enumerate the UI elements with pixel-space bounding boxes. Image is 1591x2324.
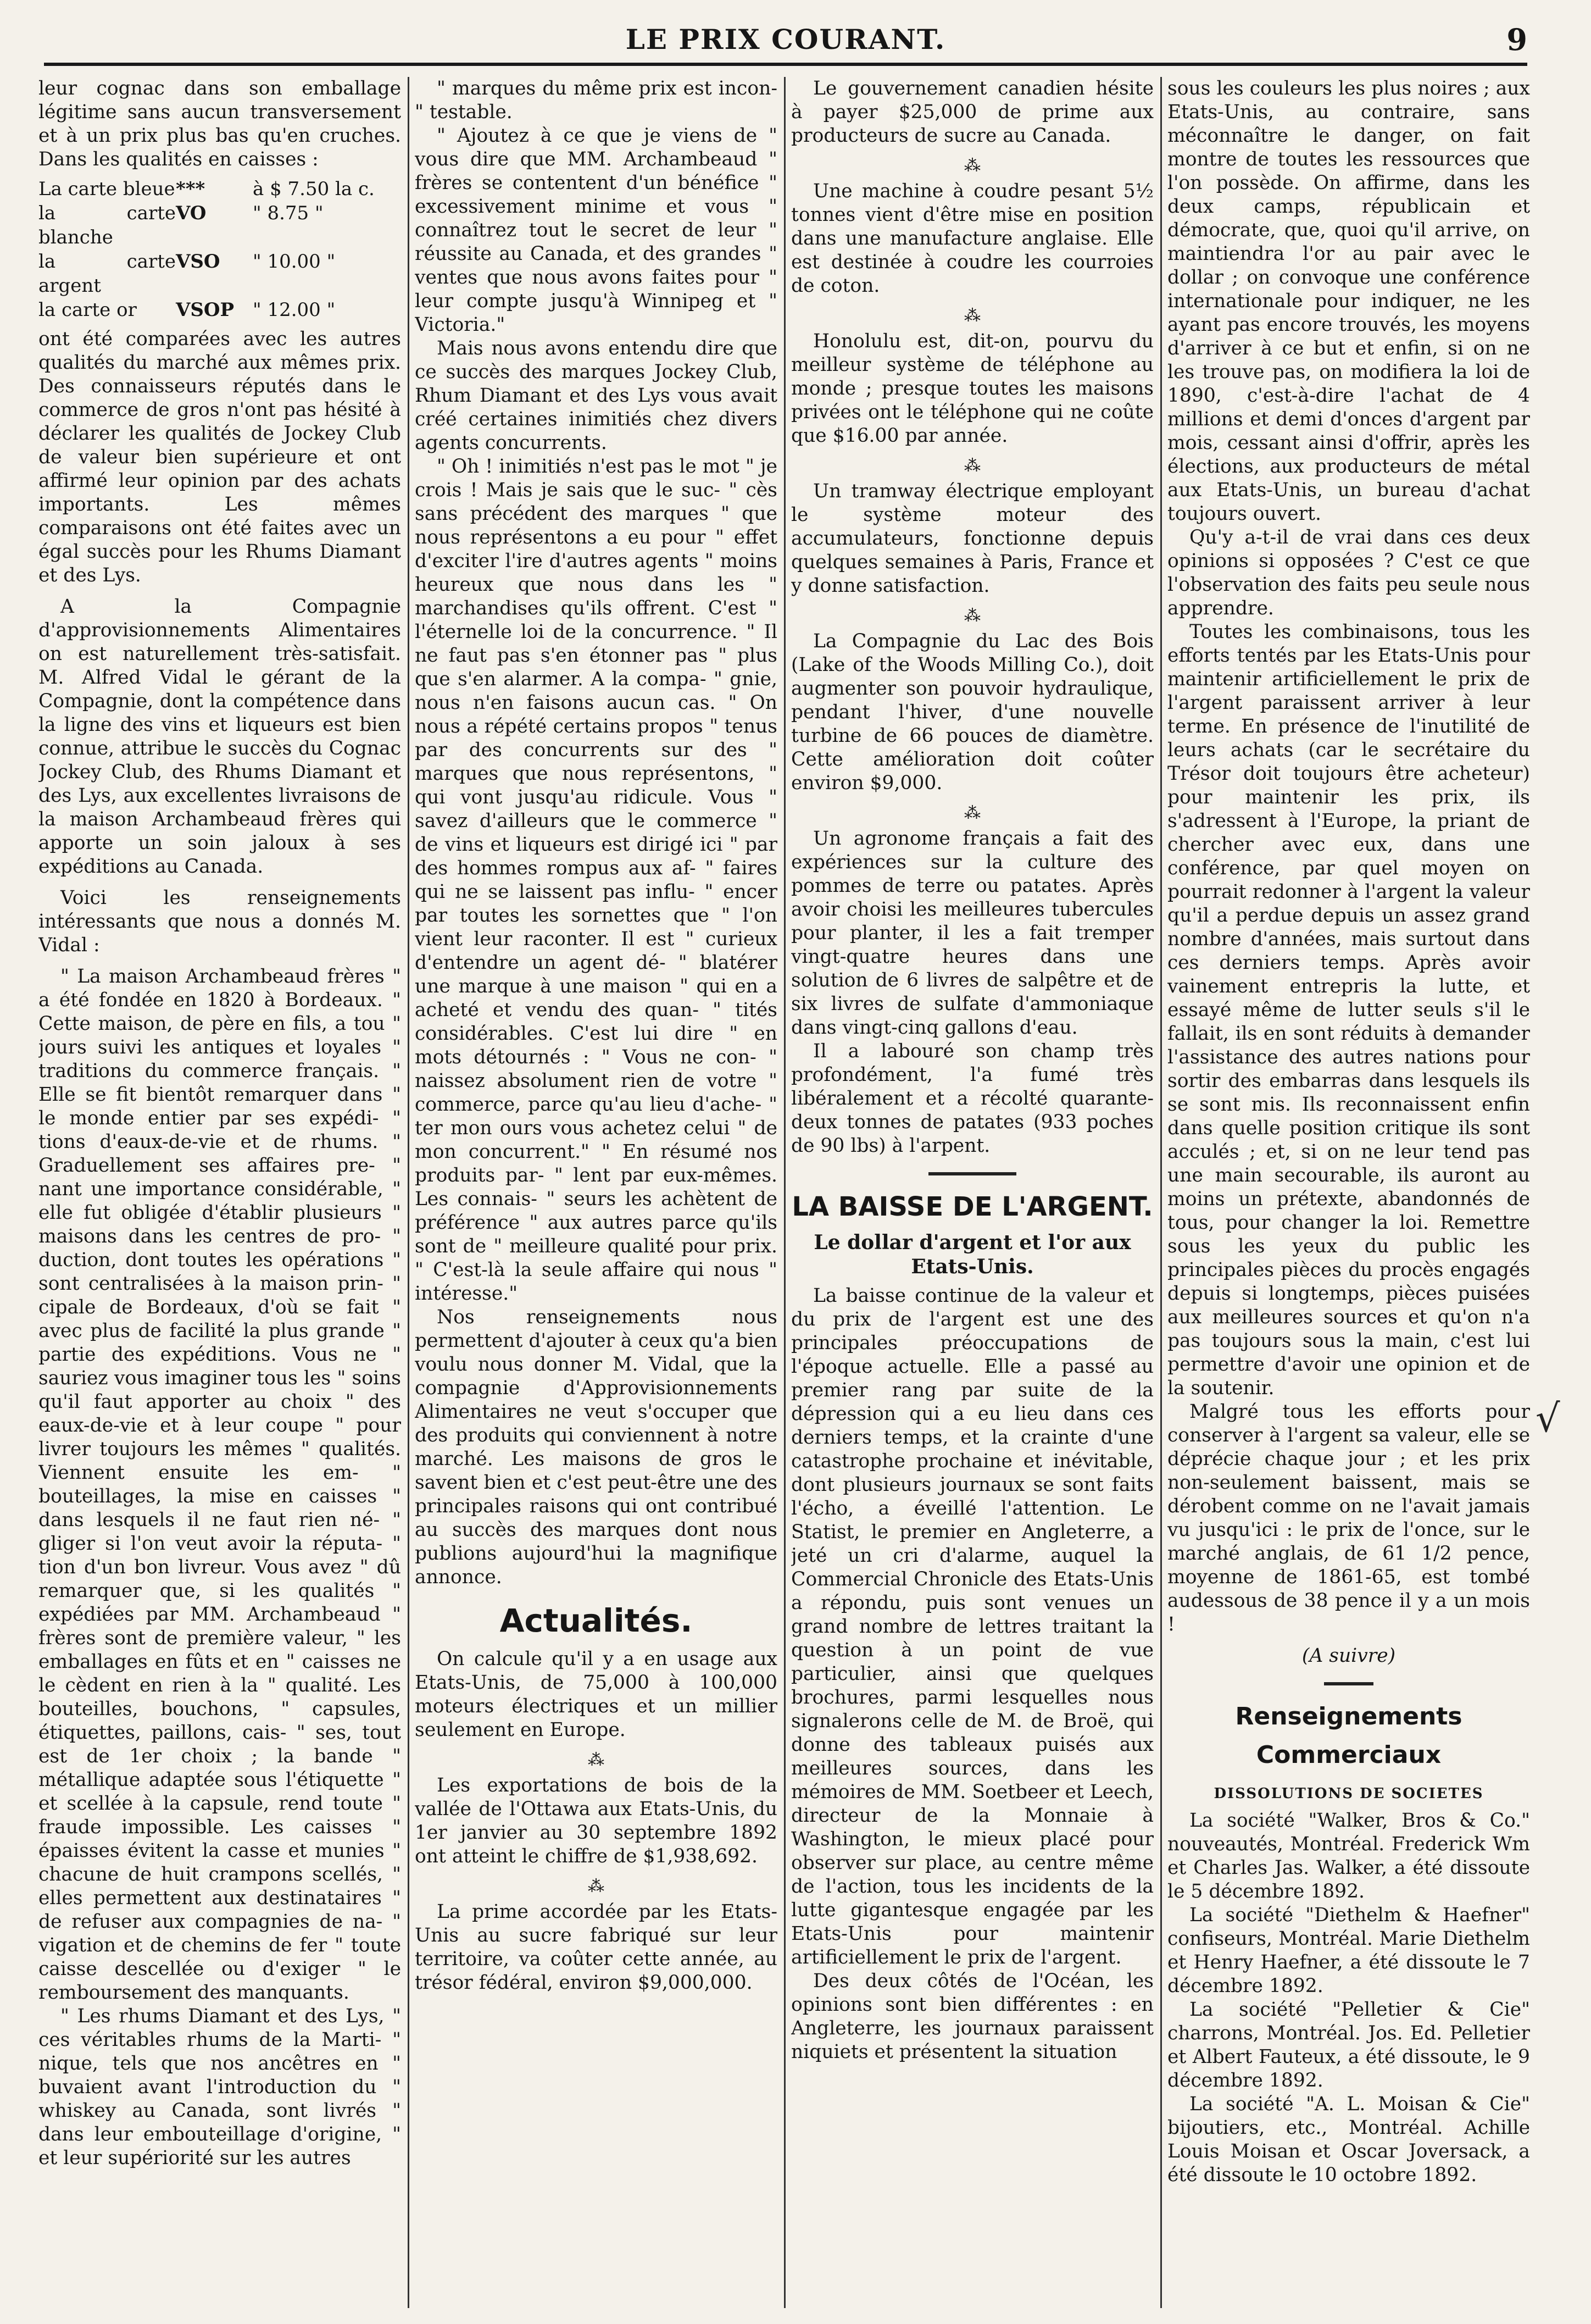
paragraph: On calcule qu'il y a en usage aux Etats-Unis, de 75,000 à 100,000 moteurs électriques et un millier seulement en Europe.: [415, 1648, 777, 1741]
price-row: [38, 177, 401, 201]
paragraph: " Ajoutez à ce que je viens de " vous dire que MM. Archambeaud " frères se contentent d'un bénéfice " excessivement minime et vous " connaîtrez tout le secret de leur " réussite au Canada, et des grandes " ventes que nous avons faites pour " leur compte jusqu'à Winnipeg et " Victoria.": [415, 125, 777, 336]
price-value: " 10.00 ": [253, 251, 336, 273]
paragraph: Toutes les combinaisons, tous les efforts tentés par les Etats-Unis pour maintenir artificiellement le prix de l'argent paraissent arriver à leur terme. En présence de l'inutilité de leurs achats (car le secrétaire du Trésor doit toujours être acheteur) pour maintenir les prix, ils s'adressent à l'Europe, la priant de chercher avec eux, dans une conférence, par quel moyen on pourrait redonner à l'argent la valeur qu'il a perdue depuis un assez grand nombre d'années, mais surtout dans ces derniers temps. Après avoir vainement entrepris la lutte, et essayé même de lutter seuls s'il le fallait, ils en sont réduits à demander l'assistance des autres nations pour sortir des embarras dans lesquels ils se sont mis. Ils reconnaissent enfin dans quelle position critique ils sont acculés ; et, si on ne leur tend pas une main secourable, ils auront au moins un prétexte, abandonnés de tous, pour changer la loi. Remettre sous les yeux du public les principales pièces du procès engagés depuis si longtemps, pièces puisées aux meilleures sources et qu'on n'a pas toujours sous la main, c'est lui permettre d'avoir une opinion et de la soutenir.: [1167, 621, 1530, 1399]
price-name: La carte bleue: [38, 178, 175, 200]
paragraph: Les exportations de bois de la vallée de l'Ottawa aux Etats-Unis, du 1er janvier au 30 septembre 1892 ont atteint le chiffre de $1,938,692.: [415, 1774, 777, 1867]
paragraph: A la Compagnie d'approvisionnements Alimentaires on est naturellement très-satisfait. M. Alfred Vidal le gérant de la Compagnie, dont la compétence dans la ligne des vins et liqueurs est bien connue, attribue le succès du Cognac Jockey Club, des Rhums Diamant et des Lys, aux excellentes livraisons de la maison Archambeaud frères qui apporte un soin jaloux à ses expéditions au Canada.: [38, 596, 401, 878]
column-3: [791, 77, 1154, 2314]
price-value: " 8.75 ": [253, 202, 324, 224]
price-name: la carte or: [38, 299, 137, 321]
column-rule: [408, 77, 409, 2308]
asterism: ⁂: [964, 803, 981, 823]
paragraph: La société "Walker, Bros & Co." nouveautés, Montréal. Frederick Wm et Charles Jas. Walker, a été dissoute le 5 décembre 1892.: [1167, 1810, 1530, 1903]
price-value: à $ 7.50 la c.: [253, 178, 375, 200]
paragraph: Une machine à coudre pesant 5½ tonnes vient d'être mise en position dans une manufacture anglaise. Elle est destinée à coudre les courroies de coton.: [791, 180, 1154, 297]
paragraph: La société "A. L. Moisan & Cie" bijoutiers, etc., Montréal. Achille Louis Moisan et Oscar Joversack, a été dissoute le 10 octobre 1892.: [1167, 2093, 1530, 2186]
price-name: la carte argent: [38, 251, 176, 297]
price-row: [38, 201, 401, 249]
section-title-renseignements: Renseignements Commerciaux: [1235, 1702, 1462, 1769]
page-header: [44, 13, 1527, 66]
paragraph: Il a labouré son champ très profondément, l'a fumé très libéralement et a récolté quarante-deux tonnes de patates (933 poches de 90 lbs) à l'arpent.: [791, 1040, 1154, 1157]
paragraph: Mais nous avons entendu dire que ce succès des marques Jockey Club, Rhum Diamant et des Lys vous avait créé certaines inimitiés chez divers agents concurrents.: [415, 337, 777, 454]
section-rule: [1324, 1682, 1373, 1685]
paragraph: La prime accordée par les Etats-Unis au sucre fabriqué sur leur territoire, va coûter cette année, au trésor fédéral, environ $9,000,000.: [415, 1901, 777, 1994]
price-value: " 12.00 ": [253, 299, 336, 321]
price-table: [38, 177, 401, 322]
paragraph: Un agronome français a fait des expériences sur la culture des pommes de terre ou patates. Après avoir choisi les meilleures tubercules pour planter, il les a fait tremper vingt-quatre heures dans une solution de 6 livres de salpêtre et de six livres de sulfate d'ammoniaque dans vingt-cinq gallons d'eau.: [791, 828, 1154, 1039]
paragraph: " Les rhums Diamant et des Lys, " ces véritables rhums de la Marti- " nique, tels que nos ancêtres en " buvaient avant l'introduction du " whiskey au Canada, sont livrés " dans leur embouteillage d'origine, " et leur supériorité sur les autres: [38, 2005, 401, 2169]
paragraph: La baisse continue de la valeur et du prix de l'argent est une des principales préoccupations de l'époque actuelle. Elle a passé au premier rang par suite de la dépression qui a eu lieu dans ces derniers temps, et la crainte d'une catastrophe prochaine et inévitable, dont plusieurs journaux se sont faits l'écho, a éveillé l'attention. Le Statist, le premier en Angleterre, a jeté un cri d'alarme, auquel la Commercial Chronicle des Etats-Unis a répondu, puis sont venues un grand nombre de lettres traitant la question à un point de vue particulier, ainsi que quelques brochures, parmi lesquelles nous signalerons celle de M. de Broë, qui donne des tableaux puisés aux meilleures sources, dans les mémoires de MM. Soetbeer et Leech, directeur de la Monnaie à Washington, le mieux placé pour observer sur place, au centre même de l'action, tous les incidents de la lutte gigantesque engagée par les Etats-Unis pour maintenir artificiellement le prix de l'argent.: [791, 1285, 1154, 1968]
column-rule: [784, 77, 786, 2308]
paragraph: Honolulu est, dit-on, pourvu du meilleur système de téléphone au monde ; presque toutes les maisons privées ont le téléphone qui ne coûte que $16.00 par année.: [791, 330, 1154, 447]
paragraph: leur cognac dans son emballage légitime sans aucun transversement et à un prix plus bas qu'en cruches. Dans les qualités en caisses :: [38, 77, 401, 170]
paragraph: Malgré tous les efforts pour conserver à l'argent sa valeur, elle se déprécie chaque jour ; et les prix non-seulement baissent, mais se dérobent comme on ne l'avait jamais vu jusqu'ici : le prix de l'once, sur le marché anglais, de 61 1/2 pence, moyenne de 1861-65, est tombé audessous de 38 pence il y a un mois !: [1167, 1401, 1530, 1635]
price-name: la carte blanche: [38, 202, 176, 248]
price-row: [38, 298, 401, 322]
paragraph: Des deux côtés de l'Océan, les opinions sont bien différentes : en Angleterre, les journaux paraissent niquiets et présentent la situation: [791, 1970, 1154, 2063]
column-2: [415, 77, 777, 2314]
paragraph: " La maison Archambeaud frères " a été fondée en 1820 à Bordeaux. " Cette maison, de père en fils, a tou " jours suivi les antiques et loyales " traditions du commerce français. " Elle se fit bientôt remarquer dans " le monde entier par ses expédi- " tions d'eaux-de-vie et de rhums. " Graduellement ses affaires pre- " nant une importance considérable, " elle fut obligée d'établir plusieurs " maisons dans les centres de pro- " duction, dont toutes les opérations " sont centralisées à la maison prin- " cipale de Bordeaux, d'où se fait " avec plus de facilité la plus grande " partie des expéditions. Vous ne " sauriez vous imaginer tous les " soins qu'il faut apporter au choix " des eaux-de-vie et à leur coupe " pour livrer toujours les mêmes " qualités. Viennent ensuite les em- " bouteillages, la mise en caisses " dans lesquels il ne faut rien né- " gliger si l'on veut avoir la réputa- " tion d'un bon livreur. Vous avez " dû remarquer que, si les qualités " expédiées par MM. Archambeaud " frères sont de première valeur, " les emballages en fûts et en " caisses ne le cèdent en rien à la " qualité. Les bouteilles, bouchons, " capsules, étiquettes, paillons, cais- " ses, tout est de 1er choix ; la bande " métallique adaptée sous l'étiquette " et scellée à la capsule, rend toute " fraude impossible. Les caisses " épaisses évitent la casse et munies " chacune de huit crampons scellés, " elles permettent aux destinataires " de refuser aux compagnies de na- " vigation et de chemins de fer " toute caisse descellée ou d'exiger " le remboursement des manquants.: [38, 966, 401, 2004]
section-title-actualites: Actualités.: [499, 1602, 693, 1639]
price-mark: VSO: [176, 251, 220, 273]
paragraph: Qu'y a-t-il de vrai dans ces deux opinions si opposées ? C'est ce que l'observation des faits peu seule nous apprendre.: [1167, 526, 1530, 619]
paragraph: Le gouvernement canadien hésite à payer $25,000 de prime aux producteurs de sucre au Canada.: [791, 77, 1154, 147]
asterism: ⁂: [588, 1877, 604, 1896]
price-mark: VSOP: [176, 299, 235, 321]
section-subtitle: DISSOLUTIONS DE SOCIETES: [1214, 1785, 1484, 1802]
column-1: [38, 77, 401, 2314]
paragraph: " marques du même prix est incon- " testable.: [415, 77, 777, 123]
asterism: ⁂: [588, 1750, 604, 1770]
paragraph: Nos renseignements nous permettent d'ajouter à ceux qu'a bien voulu nous donner M. Vidal, que la compagnie d'Approvisionnements Alimentaires ne veut s'occuper que des produits qui conviennent à notre marché. Les maisons de gros le savent bien et c'est peut-être une des principales raisons qui ont contribué au succès des marques dont nous publions aujourd'hui la magnifique annonce.: [415, 1306, 777, 1588]
section-rule: [928, 1172, 1016, 1175]
paragraph: La société "Pelletier & Cie" charrons, Montréal. Jos. Ed. Pelletier et Albert Fauteux, a été dissoute, le 9 décembre 1892.: [1167, 1999, 1530, 2092]
section-subtitle: Le dollar d'argent et l'or aux Etats-Unis.: [814, 1231, 1131, 1278]
paragraph: La Compagnie du Lac des Bois (Lake of the Woods Milling Co.), doit augmenter son pouvoir hydraulique, pendant l'hiver, d'une nouvelle turbine de 66 pouces de diamètre. Cette amélioration doit coûter environ $9,000.: [791, 630, 1154, 794]
column-4: [1167, 77, 1530, 2314]
paragraph: " Oh ! inimitiés n'est pas le mot " je crois ! Mais je sais que le suc- " cès sans précédent des marques " que nous représentons a eu pour " effet d'exciter l'ire d'autres agents " moins heureux que nous dans les " marchandises qu'ils offrent. C'est " l'éternelle loi de la concurrence. " Il ne faut pas s'en étonner pas " plus que s'en alarmer. A la compa- " gnie, nous n'en faisons aucun cas. " On nous a répété certains propos " tenus par des concurrents sur des " marques que nous représentons, " qui vont jusqu'au ridicule. Vous " savez d'ailleurs que le commerce " de vins et liqueurs est dirigé ici " par des hommes rompus aux af- " faires qui ne se laissent pas influ- " encer par toutes les sornettes que " l'on vient leur raconter. Il est " curieux d'entendre un agent dé- " blatérer une marque à une maison " qui en a acheté et vendu des quan- " tités considérables. C'est lui dire " en mots détournés : " Vous ne con- " naissez absolument rien de votre " commerce, parce qu'au lieu d'ache- " ter mon ours vous achetez celui " de mon concurrent." " En résumé nos produits par- " lent par eux-mêmes. Les connais- " seurs les achètent de préférence " aux autres parce qu'ils sont de " meilleure qualité pour prix. " C'est-là la seule affaire qui nous " intéresse.": [415, 456, 777, 1305]
to-be-continued: (A suivre): [1301, 1645, 1396, 1667]
paragraph: ont été comparées avec les autres qualités du marché aux mêmes prix. Des connaisseurs réputés dans le commerce de gros n'ont pas hésité à déclarer les qualités de Jockey Club de valeur bien supérieure et ont affirmé leur opinion par des achats importants. Les mêmes comparaisons ont été faites avec un égal succès pour les Rhums Diamant et des Lys.: [38, 328, 401, 586]
column-rule: [1160, 77, 1162, 2308]
paragraph: Un tramway électrique employant le système moteur des accumulateurs, fonctionne depuis quelques semaines à Paris, France et y donne satisfaction.: [791, 480, 1154, 597]
paragraph: La société "Diethelm & Haefner" confiseurs, Montréal. Marie Diethelm et Henry Haefner, a été dissoute le 7 décembre 1892.: [1167, 1904, 1530, 1997]
asterism: ⁂: [964, 456, 981, 475]
asterism: ⁂: [964, 156, 981, 175]
paragraph: sous les couleurs les plus noires ; aux Etats-Unis, au contraire, sans méconnaître le danger, on fait montre de toutes les ressources que l'on possède. On affirme, dans les deux camps, républicain et démocrate, que, quoi qu'il arrive, on maintiendra l'or au pair avec le dollar ; on convoque une conférence internationale pour indiquer, ne les ayant pas encore trouvés, les moyens d'arriver à ce but et enfin, si on ne les trouve pas, on modifiera la loi de 1890, c'est-à-dire l'achat de 4 millions et demi d'onces d'argent par mois, cessant ainsi d'offrir, après les élections, aux producteurs de métal aux Etats-Unis, un bureau d'achat toujours ouvert.: [1167, 77, 1530, 525]
price-row: [38, 249, 401, 298]
price-mark: ***: [176, 178, 205, 200]
handwritten-checkmark-icon: √: [1536, 1396, 1560, 1441]
section-title-baisse: LA BAISSE DE L'ARGENT.: [792, 1191, 1153, 1222]
running-title: LE PRIX COURANT.: [625, 23, 946, 56]
paragraph: Voici les renseignements intéressants que nous a donnés M. Vidal :: [38, 887, 401, 956]
asterism: ⁂: [964, 606, 981, 625]
price-mark: VO: [176, 202, 207, 224]
page-number: 9: [1506, 22, 1527, 57]
asterism: ⁂: [964, 306, 981, 325]
